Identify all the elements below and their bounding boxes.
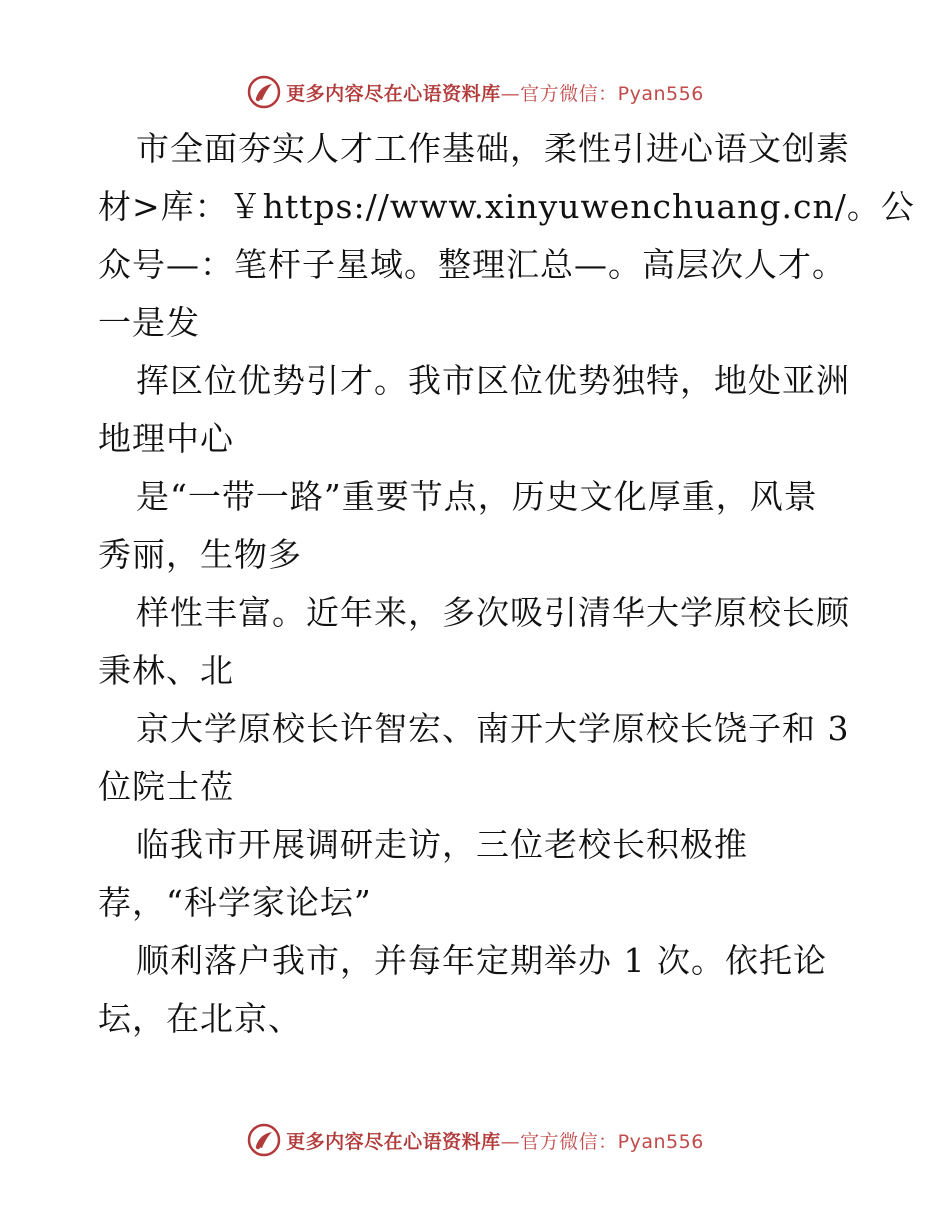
body-text-line: 位院士莅 [98, 767, 234, 806]
body-text-line: 挥区位优势引才。我市区位优势独特，地处亚洲 [136, 361, 850, 400]
body-text-line: 荐，“科学家论坛” [98, 883, 372, 922]
body-text-line: 是“一带一路”重要节点，历史文化厚重，风景 [136, 477, 818, 516]
body-text-line: 临我市开展调研走访，三位老校长积极推 [136, 825, 748, 864]
header-separator: — [500, 82, 521, 105]
header-wechat-text: 官方微信：Pyan556 [520, 82, 704, 105]
body-text-line: 秉林、北 [98, 651, 234, 690]
body-text-line: 京大学原校长许智宏、南开大学原校长饶子和 3 [136, 709, 850, 748]
body-text-line: 样性丰富。近年来，多次吸引清华大学原校长顾 [136, 593, 850, 632]
footer-banner-text [286, 1127, 704, 1154]
footer-wechat-text: 官方微信：Pyan556 [520, 1130, 704, 1153]
brand-logo-icon [246, 74, 282, 110]
header-brand-text: 更多内容尽在心语资料库 [286, 82, 501, 105]
body-text-line: 一是发 [98, 303, 200, 342]
footer-separator: — [500, 1130, 521, 1153]
body-text-line: 地理中心 [98, 419, 234, 458]
header-banner-text [286, 79, 704, 106]
body-text-line: 众号—：笔杆子星域。整理汇总—。高层次人才。 [98, 245, 846, 284]
body-text-line: 秀丽，生物多 [98, 535, 302, 574]
header-banner [0, 72, 950, 112]
document-body [98, 120, 915, 1048]
body-text-line: 材>库：￥https://www.xinyuwenchuang.cn/。公 [98, 187, 915, 226]
body-text-line: 坛，在北京、 [98, 999, 302, 1038]
footer-brand-text: 更多内容尽在心语资料库 [286, 1130, 501, 1153]
body-text-line: 顺利落户我市，并每年定期举办 1 次。依托论 [136, 941, 827, 980]
brand-logo-icon [246, 1122, 282, 1158]
body-text-line: 市全面夯实人才工作基础，柔性引进心语文创素 [136, 129, 850, 168]
footer-banner [0, 1120, 950, 1160]
